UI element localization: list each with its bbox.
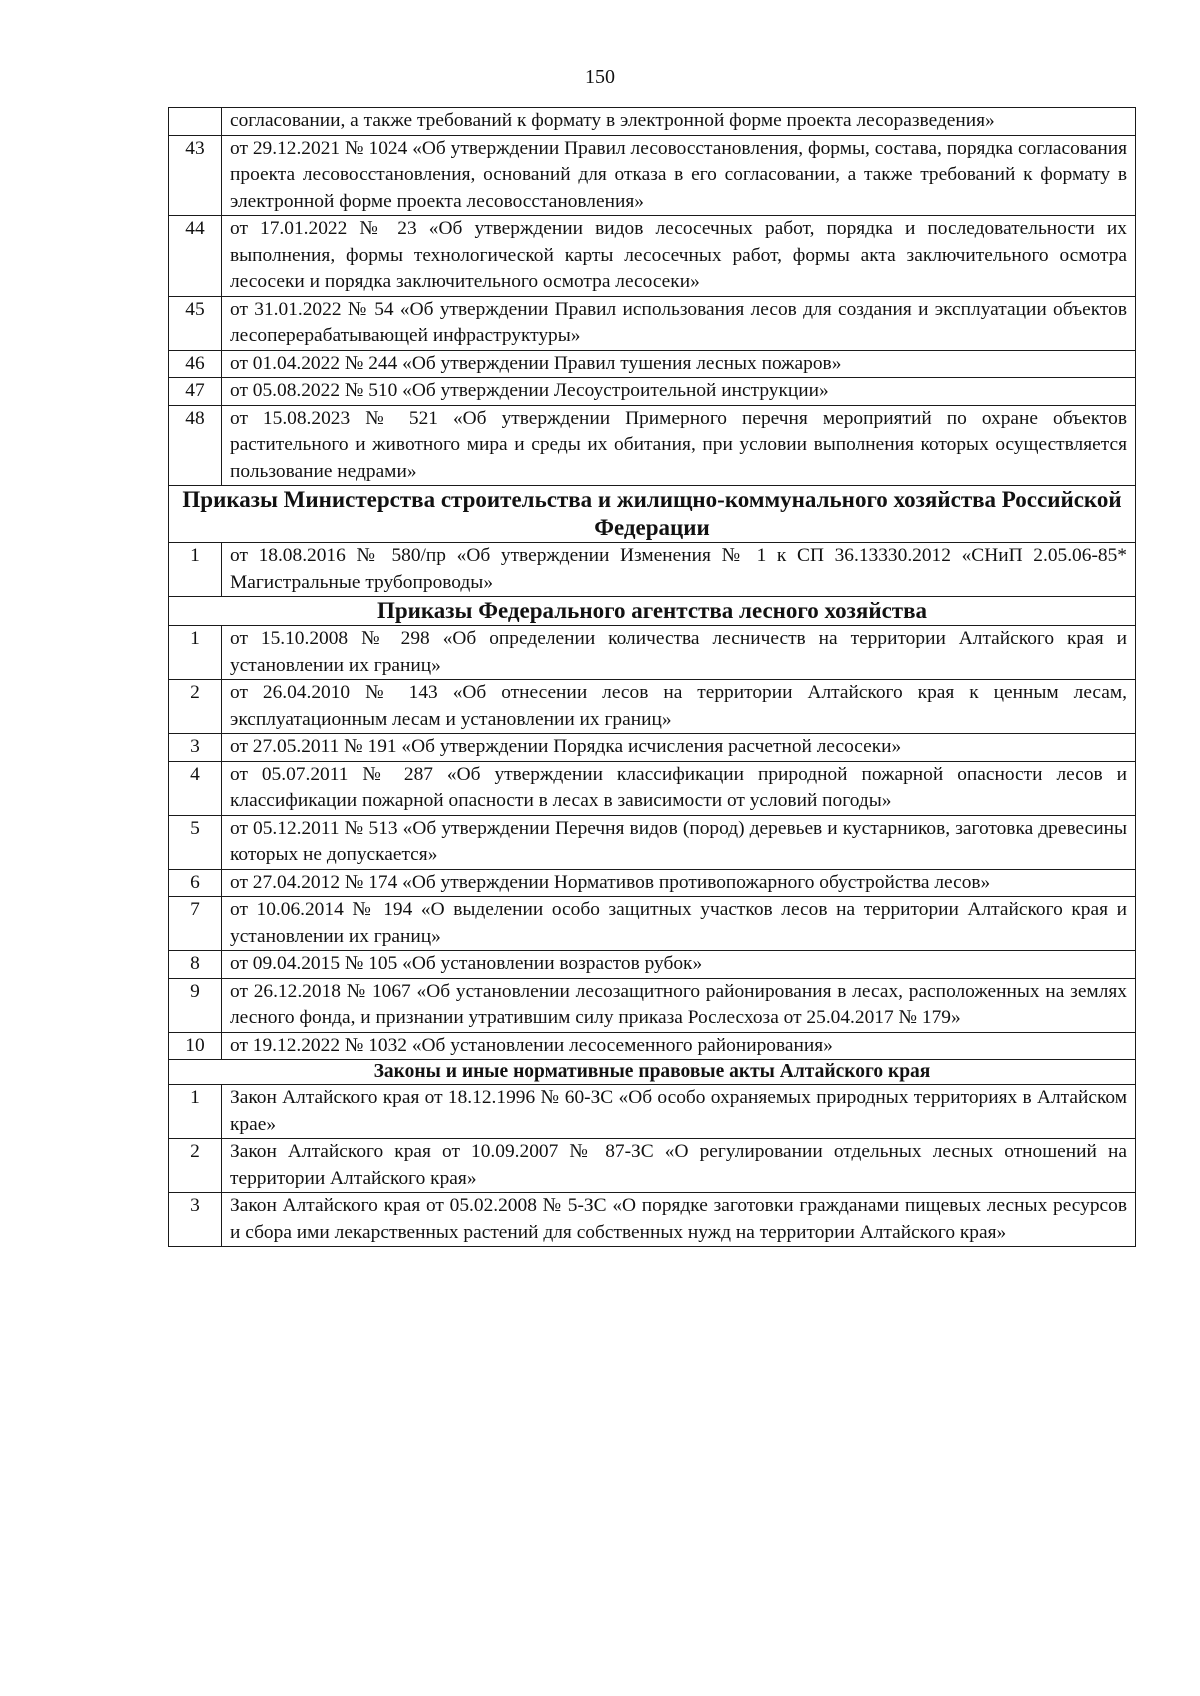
section-heading: Приказы Министерства строительства и жилищно-коммунального хозяйства Российской Федерации [169, 486, 1136, 543]
row-number: 10 [169, 1032, 222, 1060]
table-row [169, 378, 1136, 406]
legal-acts-table [168, 107, 1136, 1247]
row-number: 1 [169, 1085, 222, 1139]
row-text: от 29.12.2021 № 1024 «Об утверждении Правил лесовосстановления, формы, состава, порядка согласования проекта лесовосстановления, оснований для отказа в его согласовании, а также требований к формату в электронной форме проекта лесовосстановления» [222, 135, 1136, 216]
row-text: согласовании, а также требований к формату в электронной форме проекта лесоразведения» [222, 108, 1136, 136]
table-row [169, 108, 1136, 136]
table-row [169, 350, 1136, 378]
row-text: от 17.01.2022 № 23 «Об утверждении видов лесосечных работ, порядка и последовательности их выполнения, формы технологической карты лесосечных работ, формы акта заключительного осмотра лесосеки и порядка заключительного осмотра лесосеки» [222, 216, 1136, 297]
row-number: 6 [169, 869, 222, 897]
table-row [169, 543, 1136, 597]
row-number: 3 [169, 1193, 222, 1247]
table-row [169, 680, 1136, 734]
row-number: 47 [169, 378, 222, 406]
row-number: 45 [169, 296, 222, 350]
row-text: от 15.10.2008 № 298 «Об определении количества лесничеств на территории Алтайского края и установлении их границ» [222, 626, 1136, 680]
row-number: 4 [169, 761, 222, 815]
table-row [169, 626, 1136, 680]
row-number: 2 [169, 1139, 222, 1193]
row-text: от 09.04.2015 № 105 «Об установлении возрастов рубок» [222, 951, 1136, 979]
table-row [169, 216, 1136, 297]
table-row [169, 734, 1136, 762]
row-text: от 15.08.2023 № 521 «Об утверждении Примерного перечня мероприятий по охране объектов растительного и животного мира и среды их обитания, при условии выполнения которых осуществляется пользование недрами» [222, 405, 1136, 486]
row-text: от 26.12.2018 № 1067 «Об установлении лесозащитного районирования в лесах, расположенных на землях лесного фонда, и признании утратившим силу приказа Рослесхоза от 25.04.2017 № 179» [222, 978, 1136, 1032]
table-row [169, 1032, 1136, 1060]
row-number: 43 [169, 135, 222, 216]
row-number: 9 [169, 978, 222, 1032]
table-row [169, 761, 1136, 815]
table-row [169, 135, 1136, 216]
row-text: Закон Алтайского края от 18.12.1996 № 60-ЗС «Об особо охраняемых природных территориях в Алтайском крае» [222, 1085, 1136, 1139]
table-row [169, 951, 1136, 979]
table-row [169, 1139, 1136, 1193]
row-number: 44 [169, 216, 222, 297]
section-heading: Законы и иные нормативные правовые акты Алтайского края [169, 1060, 1136, 1085]
table-row [169, 1085, 1136, 1139]
table-row [169, 897, 1136, 951]
row-text: от 19.12.2022 № 1032 «Об установлении лесосеменного районирования» [222, 1032, 1136, 1060]
section-header-row [169, 597, 1136, 626]
row-number: 8 [169, 951, 222, 979]
table-row [169, 815, 1136, 869]
table-row [169, 405, 1136, 486]
row-number: 1 [169, 543, 222, 597]
row-text: от 31.01.2022 № 54 «Об утверждении Правил использования лесов для создания и эксплуатации объектов лесоперерабатывающей инфраструктуры» [222, 296, 1136, 350]
row-text: от 18.08.2016 № 580/пр «Об утверждении Изменения № 1 к СП 36.13330.2012 «СНиП 2.05.06-85* Магистральные трубопроводы» [222, 543, 1136, 597]
section-header-row [169, 486, 1136, 543]
table-row [169, 296, 1136, 350]
section-heading: Приказы Федерального агентства лесного хозяйства [169, 597, 1136, 626]
row-number: 7 [169, 897, 222, 951]
row-text: от 05.08.2022 № 510 «Об утверждении Лесоустроительной инструкции» [222, 378, 1136, 406]
page-number: 150 [585, 66, 615, 88]
section-header-row [169, 1060, 1136, 1085]
row-number: 48 [169, 405, 222, 486]
row-text: от 05.12.2011 № 513 «Об утверждении Перечня видов (пород) деревьев и кустарников, заготовка древесины которых не допускается» [222, 815, 1136, 869]
row-text: Закон Алтайского края от 10.09.2007 № 87-ЗС «О регулировании отдельных лесных отношений на территории Алтайского края» [222, 1139, 1136, 1193]
row-text: от 27.05.2011 № 191 «Об утверждении Порядка исчисления расчетной лесосеки» [222, 734, 1136, 762]
row-number: 1 [169, 626, 222, 680]
row-text: от 05.07.2011 № 287 «Об утверждении классификации природной пожарной опасности лесов и классификации пожарной опасности в лесах в зависимости от условий погоды» [222, 761, 1136, 815]
row-text: от 26.04.2010 № 143 «Об отнесении лесов на территории Алтайского края к ценным лесам, эксплуатационным лесам и установлении их границ» [222, 680, 1136, 734]
row-number: 3 [169, 734, 222, 762]
table-row [169, 1193, 1136, 1247]
row-text: Закон Алтайского края от 05.02.2008 № 5-ЗС «О порядке заготовки гражданами пищевых лесных ресурсов и сбора ими лекарственных растений для собственных нужд на территории Алтайского края» [222, 1193, 1136, 1247]
row-number [169, 108, 222, 136]
row-text: от 27.04.2012 № 174 «Об утверждении Нормативов противопожарного обустройства лесов» [222, 869, 1136, 897]
table-row [169, 978, 1136, 1032]
row-number: 5 [169, 815, 222, 869]
table-row [169, 869, 1136, 897]
row-text: от 01.04.2022 № 244 «Об утверждении Правил тушения лесных пожаров» [222, 350, 1136, 378]
row-text: от 10.06.2014 № 194 «О выделении особо защитных участков лесов на территории Алтайского края и установлении их границ» [222, 897, 1136, 951]
row-number: 2 [169, 680, 222, 734]
row-number: 46 [169, 350, 222, 378]
